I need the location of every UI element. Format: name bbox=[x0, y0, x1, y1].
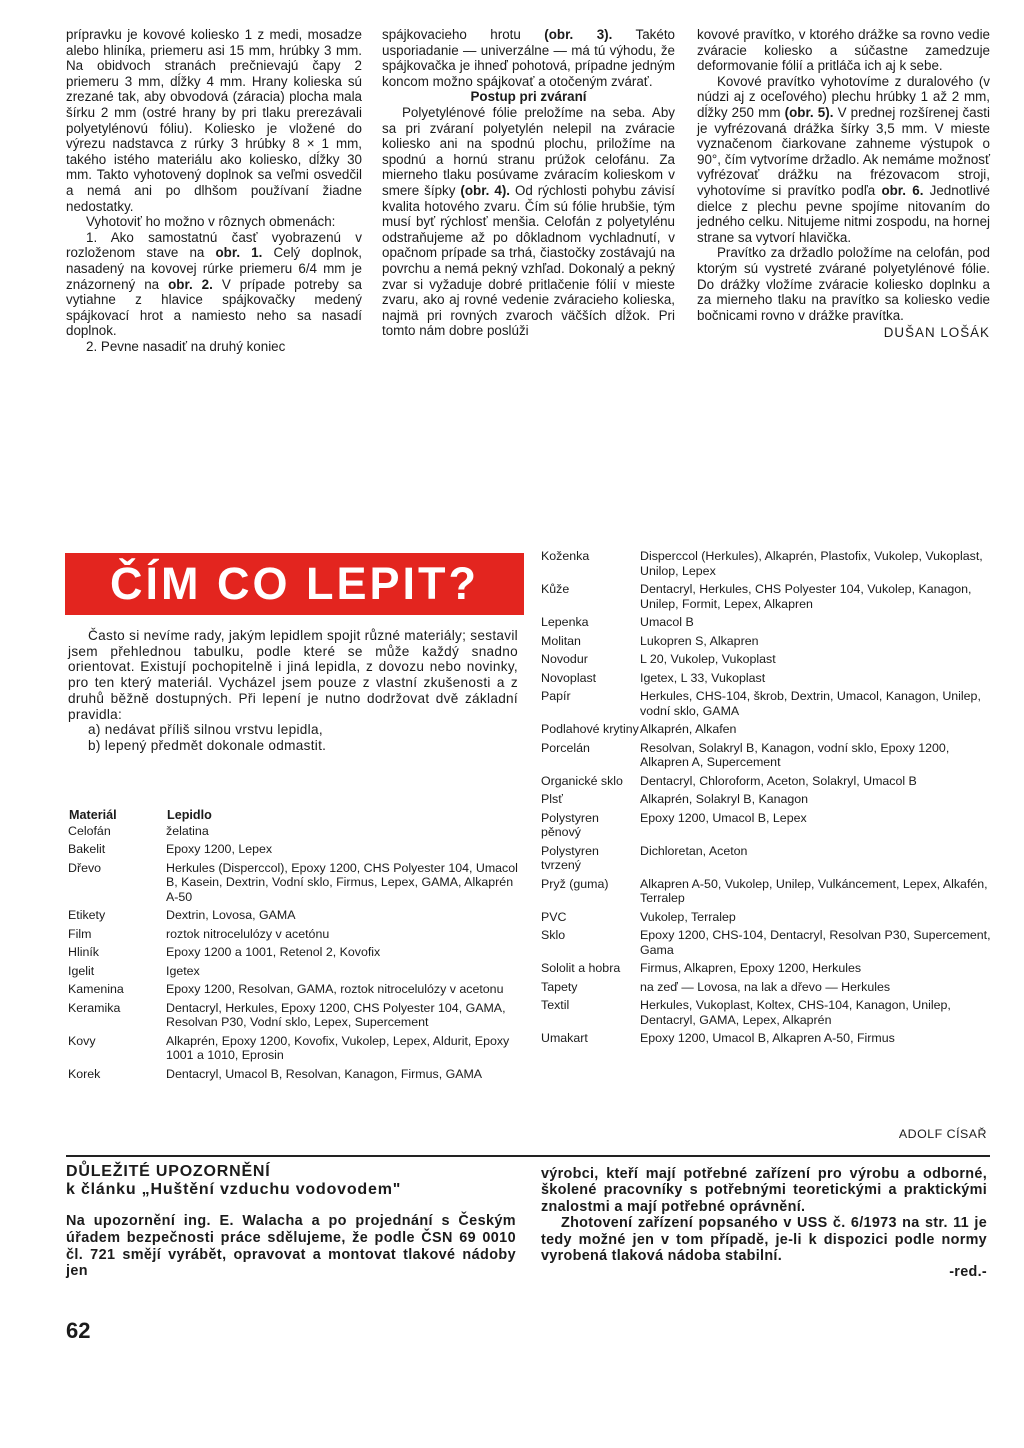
table-row bbox=[68, 908, 520, 927]
table-row bbox=[68, 1067, 520, 1086]
material-cell: PVC bbox=[541, 909, 567, 924]
material-cell: Tapety bbox=[541, 979, 578, 994]
material-cell: Celofán bbox=[68, 823, 111, 838]
glue-cell: želatina bbox=[166, 823, 209, 838]
divider bbox=[66, 1155, 990, 1157]
table-row bbox=[68, 945, 520, 964]
notice-text: Zhotovení zařízení popsaného v USS č. 6/1973 na str. 11 je tedy možné jen v tom případě, je-li k dispozici podle normy vyrobená tlaková nádoba stabilní. bbox=[541, 1215, 987, 1265]
table-row bbox=[541, 615, 991, 634]
article-paragraph: spájkovacieho hrotu (obr. 3). Takéto usporiadanie — univerzálne — má tú výhodu, že spájkovačka je ihneď pohotová, prípadne jedným koncom možno spájkovať a otočeným zvárať. bbox=[382, 27, 675, 89]
glue-cell: Igetex, L 33, Vukoplast bbox=[640, 670, 766, 685]
glue-intro bbox=[68, 628, 518, 754]
article-paragraph: 2. Pevne nasadiť na druhý koniec bbox=[86, 338, 286, 354]
rule-item: b) lepený předmět dokonale odmastit. bbox=[88, 737, 327, 753]
glue-cell: Dentacryl, Herkules, Epoxy 1200, CHS Polyester 104, GAMA, Resolvan P30, Vodní sklo, Lepex, Supercement bbox=[166, 1000, 506, 1029]
glue-cell: Igetex bbox=[166, 963, 200, 978]
table-row bbox=[68, 842, 520, 861]
table-row bbox=[68, 861, 520, 909]
table-row bbox=[541, 811, 991, 844]
section-heading: Postup pri zváraní bbox=[470, 89, 587, 105]
glue-cell: Alkapren A-50, Vukolep, Unilep, Vulkáncement, Lepex, Alkafén, Terralep bbox=[640, 876, 988, 905]
rule-item: a) nedávat příliš silnou vrstvu lepidla, bbox=[88, 722, 323, 738]
material-cell: Sklo bbox=[541, 928, 566, 942]
table-row bbox=[541, 722, 991, 741]
glue-cell: Vukolep, Terralep bbox=[640, 909, 736, 924]
notice-title: DŮLEŽITÉ UPOZORNĚNÍ bbox=[66, 1163, 271, 1180]
table-row bbox=[541, 792, 991, 811]
material-cell: Kůže bbox=[541, 582, 570, 596]
table-row bbox=[68, 964, 520, 983]
glue-cell: Herkules (Disperccol), Epoxy 1200, CHS Polyester 104, Umacol B, Kasein, Dextrin, Vodní sklo, Firmus, Lepex, GAMA, Alkaprén A-50 bbox=[166, 860, 518, 904]
material-cell: Papír bbox=[541, 689, 571, 703]
table-row bbox=[541, 877, 991, 910]
page-number: 62 bbox=[66, 1318, 91, 1343]
article-paragraph: Pravítko za držadlo položíme na celofán, pod ktorým sú vystreté zvárané polyetylénové fólie. Do drážky vložíme zváracie koliesko doplnku a za mierneho tlaku na pravítko sa koliesko vedie bočnicami rovno v drážke pravítka. bbox=[697, 245, 990, 323]
material-cell: Plsť bbox=[541, 792, 563, 806]
material-cell: Keramika bbox=[68, 1000, 121, 1015]
material-cell: Igelit bbox=[68, 963, 95, 978]
material-cell: Novoplast bbox=[541, 670, 597, 685]
material-cell: Korek bbox=[68, 1066, 101, 1081]
table-row bbox=[68, 927, 520, 946]
material-cell: Pryž (guma) bbox=[541, 876, 609, 891]
article-paragraph: 1. Ako samostatnú časť vyobrazenú v rozloženom stave na obr. 1. Celý doplnok, nasadený na kovovej rúrke priemeru 6/4 mm je znázornený na obr. 2. V prípade potreby sa vytiahne z hlavice spájkovačky medený spájkovací hrot a namiesto neho sa nasadí doplnok. bbox=[66, 229, 362, 339]
notice-subtitle: k článku „Huštění vzduchu vodovodem" bbox=[66, 1181, 402, 1198]
material-cell: Kovy bbox=[68, 1033, 96, 1048]
material-cell: Koženka bbox=[541, 549, 590, 563]
article-author: DUŠAN LOŠÁK bbox=[883, 325, 990, 341]
table-row bbox=[68, 1034, 520, 1067]
glue-cell: Dichloretan, Aceton bbox=[640, 843, 748, 858]
glue-cell: Herkules, CHS-104, škrob, Dextrin, Umacol, Kanagon, Unilep, vodní sklo, GAMA bbox=[640, 689, 981, 718]
glue-cell: Epoxy 1200 a 1001, Retenol 2, Kovofix bbox=[166, 945, 381, 959]
material-cell: Polystyren pěnový bbox=[541, 810, 599, 839]
article-column-3 bbox=[697, 27, 990, 341]
material-cell: Polystyren tvrzený bbox=[541, 843, 599, 872]
glue-cell: Epoxy 1200, Lepex bbox=[166, 842, 273, 856]
glue-cell: Alkaprén, Epoxy 1200, Kovofix, Vukolep, Lepex, Aldurit, Epoxy 1001 a 1010, Eprosin bbox=[166, 1033, 510, 1062]
article-paragraph: kovové pravítko, v ktorého drážke sa rovno vedie zváracie koliesko a súčastne zamedzuje deformovanie fólií a pritláča ich aj k sebe. bbox=[697, 27, 990, 74]
table-row bbox=[541, 582, 991, 615]
material-cell: Kamenina bbox=[68, 982, 124, 996]
glue-cell: Dentacryl, Umacol B, Resolvan, Kanagon, Firmus, GAMA bbox=[166, 1066, 483, 1081]
notice-text: výrobci, kteří mají potřebné zařízení pro výrobu a odborné, školené pracovníky s potřebnými teoretickými a praktickými znalostmi a mají potřebné oprávnění. bbox=[541, 1166, 987, 1215]
article-column-1 bbox=[66, 27, 362, 354]
glue-cell: Epoxy 1200, Umacol B, Alkapren A-50, Firmus bbox=[640, 1031, 895, 1045]
material-cell: Podlahové krytiny bbox=[541, 722, 639, 736]
material-cell: Molitan bbox=[541, 633, 581, 648]
material-cell: Novodur bbox=[541, 652, 588, 666]
material-cell: Dřevo bbox=[68, 860, 102, 875]
material-cell: Bakelit bbox=[68, 842, 106, 856]
material-cell: Etikety bbox=[68, 908, 106, 922]
material-cell: Hliník bbox=[68, 945, 99, 959]
section-banner-title: ČÍM CO LEPIT? bbox=[65, 553, 524, 615]
article-paragraph: Polyetylénové fólie preložíme na seba. Aby sa pri zváraní polyetylén nelepil na zváracie koliesko ani na spodnú plochu, priložíme na spodnú a hornú stranu prúžok celofánu. Za mierneho tlaku posúvame zváracím kolieskom v smere šípky (obr. 4). Od rýchlosti pohybu závisí kvalita hotového zvaru. Čím sú fólie hrubšie, tým musí byť rýchlosť menšia. Celofán z polyetylénu odstraňujeme až po dôkladnom vychladnutí, v opačnom prípade sa trhá, čiastočky zostávajú na povrchu a nemá pekný vzhľad. Dokonalý a pekný zvar si vyžaduje dobré pritlačenie fólií v mieste zvaru, ako aj rovné vedenie zváracieho kolieska, najmä pri rovných zvaroch väčších dĺžok. Pri tomto nám dobre poslúži bbox=[382, 104, 675, 339]
table-row bbox=[68, 982, 520, 1001]
glue-cell: Dextrin, Lovosa, GAMA bbox=[166, 908, 296, 922]
material-cell: Textil bbox=[541, 998, 570, 1012]
table-row bbox=[541, 741, 991, 774]
glue-table-right bbox=[541, 549, 991, 1050]
glue-cell: Lukopren S, Alkapren bbox=[640, 633, 759, 648]
table-row bbox=[541, 844, 991, 877]
table-row bbox=[541, 910, 991, 929]
material-cell: Lepenka bbox=[541, 615, 589, 629]
notice-left bbox=[66, 1163, 516, 1280]
table-row bbox=[541, 689, 991, 722]
table-row bbox=[541, 961, 991, 980]
material-cell: Umakart bbox=[541, 1031, 588, 1045]
glue-cell: Dentacryl, Chloroform, Aceton, Solakryl, Umacol B bbox=[640, 773, 917, 788]
intro-text: Často si nevíme rady, jakým lepidlem spojit různé materiály; sestavil jsem přehlednou tabulku, podle které se může každý snadno orientovat. Existují pochopitelně i jiná lepidla, z dovozu nebo novinky, pro ten který materiál. Vycházel jsem pouze z vlastní zkušenosti a z druhů běžně dostupných. Při lepení je nutno dodržovat dvě základní pravidla: bbox=[68, 628, 518, 722]
table-row bbox=[541, 1031, 991, 1050]
glue-cell: Resolvan, Solakryl B, Kanagon, vodní sklo, Epoxy 1200, Alkapren A, Supercement bbox=[640, 740, 950, 769]
glue-cell: Epoxy 1200, CHS-104, Dentacryl, Resolvan P30, Supercement, Gama bbox=[640, 928, 991, 957]
glue-table-left bbox=[68, 807, 520, 1085]
notice-text: Na upozornění ing. E. Walacha a po projednání s Českým úřadem bezpečnosti práce sdělujeme, že podle ČSN 69 0010 čl. 721 smějí vyrábět, opravovat a montovat tlakové nádoby jen bbox=[66, 1213, 516, 1280]
glue-cell: Disperccol (Herkules), Alkaprén, Plastofix, Vukolep, Vukoplast, Unilop, Lepex bbox=[640, 549, 983, 578]
article-paragraph: Vyhotoviť ho možno v rôznych obmenách: bbox=[86, 214, 336, 230]
glue-cell: Firmus, Alkapren, Epoxy 1200, Herkules bbox=[640, 961, 862, 975]
article-column-2 bbox=[382, 27, 675, 339]
table-author: ADOLF CÍSAŘ bbox=[898, 1127, 987, 1141]
table-row bbox=[541, 998, 991, 1031]
table-row bbox=[541, 671, 991, 690]
article-paragraph: Kovové pravítko vyhotovíme z duralového (v núdzi aj z oceľového) plechu hrúbky 1 až 2 mm, dĺžky 250 mm (obr. 5). V prednej rozšírenej časti je vyfrézovaná drážka šírky 3,5 mm. V mieste vyznačenom čiarkovane zahneme výstupok o 90°, čím vytvoríme držadlo. Ak nemáme možnosť vyfrézovať drážku na frézovacom stroji, vyhotovíme si pravítko podľa obr. 6. Jednotlivé dielce z plechu pevne spojíme nitovaním do jedného celku. Nitujeme nitmi zospodu, na hornej strane sa vytvorí hlavička. bbox=[697, 73, 990, 245]
table-row bbox=[68, 1001, 520, 1034]
glue-cell: na zeď — Lovosa, na lak a dřevo — Herkules bbox=[640, 979, 891, 994]
glue-cell: Umacol B bbox=[640, 615, 694, 629]
glue-cell: Dentacryl, Herkules, CHS Polyester 104, Vukolep, Kanagon, Unilep, Formit, Lepex, Alkapren bbox=[640, 582, 972, 611]
material-cell: Sololit a hobra bbox=[541, 961, 621, 975]
glue-cell: Epoxy 1200, Resolvan, GAMA, roztok nitrocelulózy v acetonu bbox=[166, 982, 504, 996]
column-header-glue: Lepidlo bbox=[167, 808, 212, 822]
table-row bbox=[541, 980, 991, 999]
notice-right bbox=[541, 1166, 987, 1281]
material-cell: Film bbox=[68, 926, 92, 941]
table-row bbox=[541, 928, 991, 961]
glue-cell: Herkules, Vukoplast, Koltex, CHS-104, Kanagon, Unilep, Dentacryl, GAMA, Lepex, Alkaprén bbox=[640, 998, 951, 1027]
glue-cell: Alkaprén, Solakryl B, Kanagon bbox=[640, 792, 809, 806]
article-paragraph: prípravku je kovové koliesko 1 z medi, mosadze alebo hliníka, priemeru asi 15 mm, hrúbky 3 mm. Na obidvoch stranách prečnievajú čapy 2 priemeru 3 mm, dĺžky 4 mm. Hrany kolieska sú zrezané tak, aby obvodová (záracia) plocha mala šírku 2 mm (ostré hrany by pri tlaku prerezávali polyetylénovú fóliu). Koliesko je vložené do výrezu nadstavca z rúrky 3 hrúbky 8 × 1 mm, takého istého materiálu ako koliesko, dĺžky 30 mm. Takto vyhotovený doplnok sa veľmi osvedčil a nemá ani po dlhšom používaní žiadne nedostatky. bbox=[66, 27, 362, 214]
glue-cell: Alkaprén, Alkafen bbox=[640, 722, 737, 736]
material-cell: Porcelán bbox=[541, 740, 590, 755]
column-header-material: Materiál bbox=[69, 808, 117, 822]
glue-cell: Epoxy 1200, Umacol B, Lepex bbox=[640, 810, 807, 825]
table-row bbox=[541, 634, 991, 653]
material-cell: Organické sklo bbox=[541, 773, 623, 788]
notice-signature: -red.- bbox=[949, 1264, 987, 1281]
glue-cell: roztok nitrocelulózy v acetónu bbox=[166, 926, 330, 941]
table-row bbox=[541, 652, 991, 671]
table-row bbox=[541, 549, 991, 582]
table-row bbox=[541, 774, 991, 793]
table-row bbox=[68, 824, 520, 843]
glue-cell: L 20, Vukolep, Vukoplast bbox=[640, 652, 776, 666]
